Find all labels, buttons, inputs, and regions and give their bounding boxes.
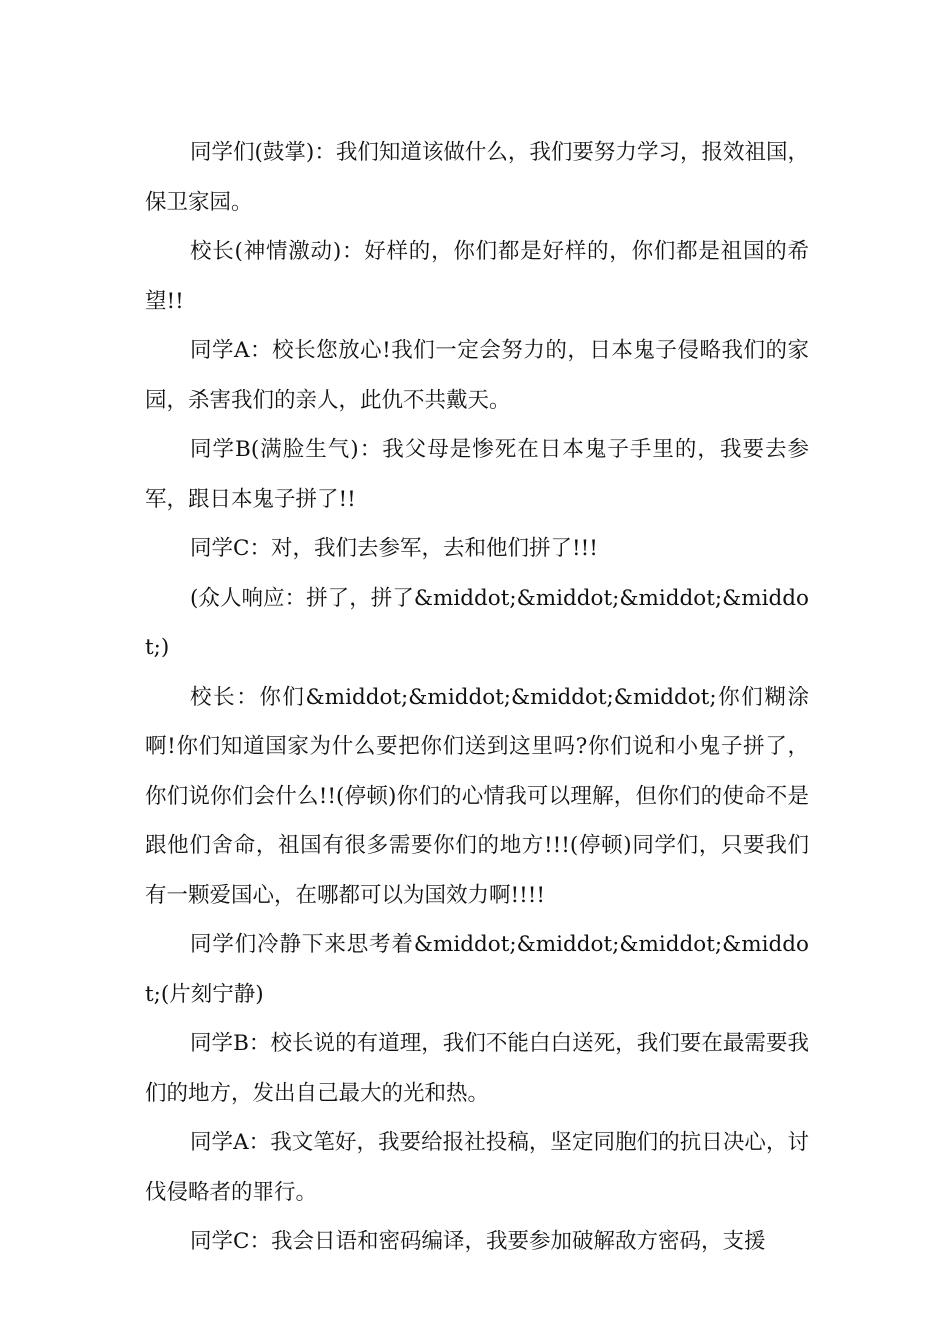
paragraph-crowd-response: (众人响应：拼了，拼了&middot;&middot;&middot;&middot;) (145, 585, 809, 660)
paragraph-student-c-join: 同学C：对，我们去参军，去和他们拼了!!! (190, 536, 598, 561)
paragraph-principal-speech: 校长：你们&middot;&middot;&middot;&middot;你们糊涂啊!你们知道国家为什么要把你们送到这里吗?你们说和小鬼子拼了，你们说你们会什么!!(停顿)你们的心情我可以理解，但你们的使命不是跟他们舍命，祖国有很多需要你们的地方!!!(停顿)同学们，只要我们有一颗爱国心，在哪都可以为国效力啊!!!! (145, 684, 809, 908)
paragraph-students-applause: 同学们(鼓掌)：我们知道该做什么，我们要努力学习，报效祖国，保卫家园。 (145, 140, 809, 215)
paragraph-student-a-writing: 同学A：我文笔好，我要给报社投稿，坚定同胞们的抗日决心，讨伐侵略者的罪行。 (145, 1130, 809, 1205)
paragraph-students-calm: 同学们冷静下来思考着&middot;&middot;&middot;&middot;(片刻宁静) (145, 932, 809, 1007)
document-body (145, 128, 809, 1267)
paragraph-student-b-angry: 同学B(满脸生气)：我父母是惨死在日本鬼子手里的，我要去参军，跟日本鬼子拼了!! (145, 437, 809, 512)
paragraph-student-b-reason: 同学B：校长说的有道理，我们不能白白送死，我们要在最需要我们的地方，发出自己最大的光和热。 (145, 1031, 809, 1106)
paragraph-principal-excited: 校长(神情激动)：好样的，你们都是好样的，你们都是祖国的希望!! (145, 239, 809, 314)
paragraph-student-c-codes: 同学C：我会日语和密码编译，我要参加破解敌方密码，支援 (190, 1229, 766, 1254)
paragraph-student-a-promise: 同学A：校长您放心!我们一定会努力的，日本鬼子侵略我们的家园，杀害我们的亲人，此仇不共戴天。 (145, 338, 809, 413)
